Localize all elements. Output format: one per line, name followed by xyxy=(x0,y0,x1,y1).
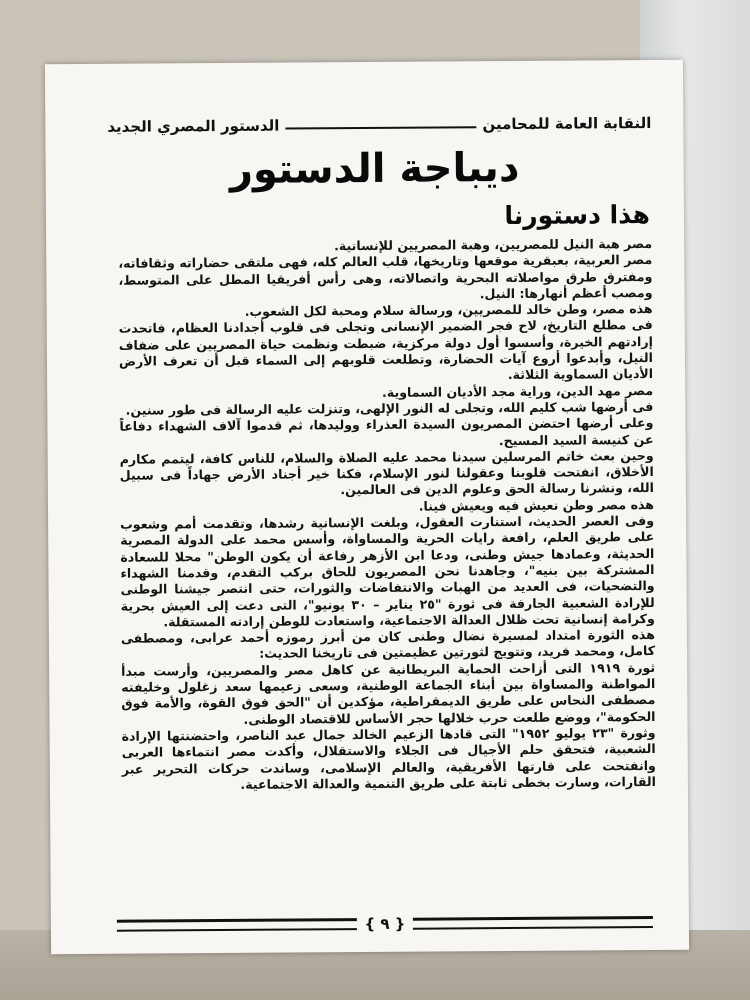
preamble-text xyxy=(118,236,656,794)
paragraph: مصر مهد الدين، وراية مجد الأديان السماوية. xyxy=(381,382,654,400)
book-page xyxy=(45,60,689,954)
paragraph: وعلى أرضها احتضن المصريون السيدة العذراء ووليدها، ثم قدموا آلاف الشهداء دفاعاً عن كنيسة السيد المسيح. xyxy=(119,415,654,448)
paragraph: فى أرضها شب كليم الله، وتجلى له النور الإلهى، وتنزلت عليه الرسالة فى طور سنين. xyxy=(125,398,654,418)
header-book-title: الدستور المصري الجديد xyxy=(107,116,280,136)
paragraph: هذه الثورة امتداد لمسيرة نضال وطنى كان من أبرز رموزه أحمد عرابى، ومصطفى كامل، ومحمد فريد، وتتويج لثورتين عظيمتين فى تاريخنا الحديث: xyxy=(120,627,656,662)
paragraph: مصر هبة النيل للمصريين، وهبة المصريين للإنسانية. xyxy=(334,236,653,254)
paragraph: وثورة "٢٣ يوليو ١٩٥٢" التى قادها الزعيم الخالد جمال عبد الناصر، واحتضنتها الإرادة الشعبية، فتحقق حلم الأجيال فى الجلاء والاستقلال، وأكدت مصر انتماءها العربى وانفتحت على قارتها الأفريقية، والعالم الإسلامى، وساندت حركات التحرير عبر القارات، وسارت بخطى ثابتة على طريق التنمية والعدالة الاجتماعية. xyxy=(121,724,656,792)
paragraph: وفى العصر الحديث، استنارت العقول، وبلغت الإنسانية رشدها، وتقدمت أمم وشعوب على طريق العلم، رافعة رايات الحرية والمساواة، وأسس محمد على الدولة المصرية الحديثة، وعمادها جيش وطنى، ودعا ابن الأزهر رفاعة أن يكون الوطن" محلا للسعادة المشتركة بين بنيه"، وجاهدنا نحن المصريون للحاق بركب التقدم، وقدمنا الشهداء والتضحيات، فى العديد من الهبات والانتفاضات والثورات، حتى انتصر جيشنا الوطنى للإرادة الشعبية الجارفة فى ثورة "٢٥ يناير – ٣٠ يونيو"، التى دعت إلى العيش بحرية وكرامة إنسانية تحت ظلال العدالة الاجتماعية، واستعادت للوطن إرادته المستقلة. xyxy=(120,513,655,630)
paragraph: هذه مصر، وطن خالد للمصريين، ورسالة سلام ومحبة لكل الشعوب. xyxy=(244,301,653,320)
paragraph: ثورة ١٩١٩ التى أزاحت الحماية البريطانية عن كاهل مصر والمصريين، وأرست مبدأ المواطنة والمساواة بين أبناء الجماعة الوطنية، وسعى زعيمها سعد زغلول وخليفته مصطفى النحاس على طريق الديمقراطية، مؤكدين أن "الحق فوق القوة، والأمة فوق الحكومة"، ووضع طلعت حرب خلالها حجر الأساس للاقتصاد الوطنى. xyxy=(121,659,656,727)
page-title: ديباجة الدستور xyxy=(229,144,520,193)
footer-rule-left xyxy=(117,918,357,932)
paragraph: فى مطلع التاريخ، لاح فجر الضمير الإنسانى وتجلى فى قلوب أجدادنا العظام، فاتحدت إرادتهم الخيرة، وأسسوا أول دولة مركزية، ضبطت ونظمت حياة المصريين على ضفاف النيل، وأبدعوا أروع آيات الحضارة، وتطلعت قلوبهم إلى السماء قبل أن تعرف الأرض الأديان السماوية الثلاثة. xyxy=(118,317,654,383)
paragraph: وحين بعث خاتم المرسلين سيدنا محمد عليه الصلاة والسلام، للناس كافة، ليتمم مكارم الأخلاق، انفتحت قلوبنا وعقولنا لنور الإسلام، فكنا خير أجناد الأرض جهاداً فى سبيل الله، ونشرنا رسالة الحق وعلوم الدين فى العالمين. xyxy=(119,447,654,498)
footer-rule-right xyxy=(413,916,653,930)
section-subtitle: هذا دستورنا xyxy=(504,200,651,231)
header-rule xyxy=(285,126,476,129)
paragraph: مصر العربية، بعبقرية موقعها وتاريخها، قلب العالم كله، فهى ملتقى حضاراته وثقافاته، ومفترق طرق مواصلاته البحرية واتصالاته، وهى رأس أفريقيا المطل على المتوسط، ومصب أعظم أنهارها: النيل. xyxy=(118,252,653,302)
page-number: { ٩ } xyxy=(364,914,406,934)
paragraph: هذه مصر وطن نعيش فيه ويعيش فينا. xyxy=(418,496,655,514)
page-footer xyxy=(117,912,653,936)
running-header xyxy=(107,110,651,136)
header-publisher: النقابة العامة للمحامين xyxy=(482,114,652,134)
